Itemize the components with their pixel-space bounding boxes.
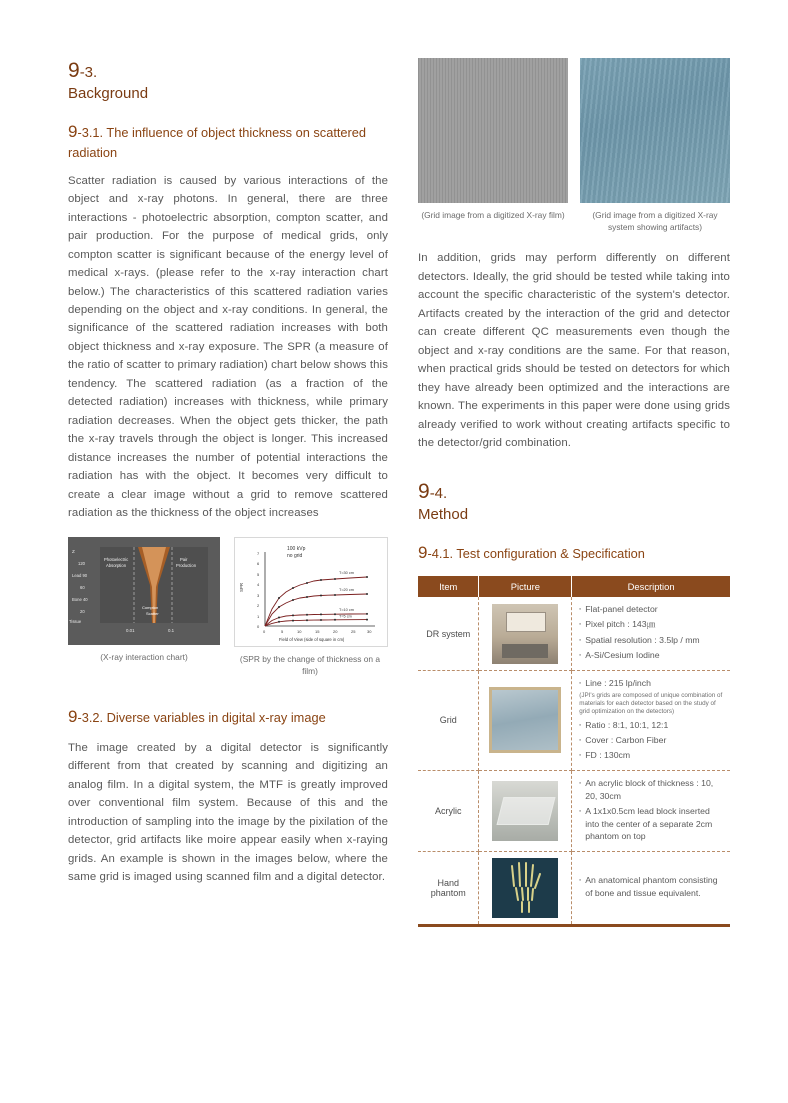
grid-image-film — [418, 58, 568, 203]
svg-text:60: 60 — [80, 584, 85, 590]
svg-text:T=5 cm: T=5 cm — [339, 614, 352, 619]
table-header-row — [418, 576, 730, 597]
grid-images-row — [418, 58, 730, 233]
row-item-hand-phantom: Hand phantom — [418, 852, 479, 925]
subsection-number: 9 — [68, 122, 78, 141]
desc-item: · A 1x1x0.5cm lead block inserted into the center of a separate 2cm phantom on top — [577, 805, 725, 843]
svg-text:0.01: 0.01 — [126, 627, 135, 633]
section-heading-method — [418, 479, 730, 525]
row-picture-grid — [479, 670, 572, 770]
caption-grid-image-digital: (Grid image from a digitized X-ray system showing artifacts) — [592, 210, 718, 233]
table-header-picture: Picture — [479, 576, 572, 597]
hand-bones-svg — [492, 858, 558, 918]
desc-list — [577, 874, 725, 899]
desc-item-fineprint: (JPI's grids are composed of unique combination of materials for each detector based on the study of grid optimization on the detectors) — [579, 691, 723, 716]
dr-system-photo-icon — [492, 604, 558, 664]
desc-item: · Cover : Carbon Fiber — [577, 734, 725, 747]
section-number-suffix: -3. — [79, 64, 98, 81]
row-item-dr-system: DR system — [418, 597, 479, 670]
table-bottom-rule — [418, 924, 730, 927]
desc-item: · An anatomical phantom consisting of bone and tissue equivalent. — [577, 874, 725, 899]
chart-cell-spr — [234, 537, 386, 677]
table-row — [418, 852, 730, 925]
svg-text:3: 3 — [257, 592, 260, 598]
desc-item: · Line : 215 lp/inch — [577, 677, 725, 690]
table-header-description: Description — [572, 576, 730, 597]
right-column — [418, 58, 730, 927]
table-head — [418, 576, 730, 597]
row-picture-acrylic — [479, 771, 572, 852]
svg-text:Photoelectric: Photoelectric — [104, 556, 129, 562]
acrylic-photo-icon — [492, 781, 558, 841]
caption-spr-chart: (SPR by the change of thickness on a film) — [239, 653, 381, 676]
svg-text:120: 120 — [78, 560, 85, 566]
svg-text:0: 0 — [257, 623, 260, 629]
method-section-number-suffix: -4. — [429, 484, 448, 502]
desc-list — [577, 677, 725, 762]
paragraph-scatter-radiation: Scatter radiation is caused by various interactions of the object and x-ray photons. In general, there are three interactions - photoelectric absorption, compton scatter, and pair production. For the purpose of medical grids, only compton scatter is significant because of the energy level of medical x-rays. (please refer to the x-ray interaction chart below.) The characteristics of this scattered radiation varies depending on the object and x-ray conditions. In general, the significance of the scattered radiation increases with both object thickness and x-ray exposure. The SPR (a measure of the ratio of scatter to primary radiation) chart below shows this tendency. The scattered radiation (as a fraction of the detected radiation) increases with thickness, while primary radiation decreases. When the object gets thicker, the path the x-ray travels through the object is longer. This increased distance increases the number of potential interactions the radiation has with the object. It becomes very difficult to create a clear image without a grid to remove scattered radiation as the thickness of the object increases — [68, 174, 388, 520]
desc-list — [577, 777, 725, 843]
svg-text:15: 15 — [315, 628, 320, 634]
svg-text:Compton: Compton — [142, 604, 159, 610]
row-description-acrylic — [572, 771, 730, 852]
desc-item: · A-Si/Cesium Iodine — [577, 649, 725, 662]
row-description-dr-system — [572, 597, 730, 670]
svg-text:Field of View (side of square: Field of View (side of square in cm) — [279, 636, 345, 642]
desc-item: · FD : 130cm — [577, 749, 725, 762]
svg-text:Lead 90: Lead 90 — [72, 572, 88, 578]
grid-image-digital — [580, 58, 730, 203]
svg-text:0.1: 0.1 — [168, 627, 175, 633]
desc-item: · Flat-panel detector — [577, 603, 725, 616]
spr-chart-svg — [235, 538, 385, 644]
svg-text:4: 4 — [257, 581, 260, 587]
subsection-heading-9-4-1 — [418, 541, 730, 565]
svg-text:10: 10 — [297, 628, 302, 634]
table-header-item: Item — [418, 576, 479, 597]
row-description-grid — [572, 670, 730, 770]
test-config-number: 9 — [418, 542, 428, 562]
desc-list — [577, 603, 725, 661]
svg-text:Z: Z — [72, 548, 75, 554]
svg-text:100 kVp: 100 kVp — [287, 545, 306, 552]
method-section-title: Method — [418, 505, 469, 523]
method-section-number: 9 — [418, 479, 430, 503]
paragraph-digital-variables: The image created by a digital detector is significantly different from that created by scanning and digitizing an analog film. In a digital system, the MTF is greatly improved over conventional film system. Because of this and the introduction of sampling into the image by the pixilation of the detector, grid artifacts like moire appear easily when x-raying grids. An example is shown in the images below, where the same grid is imaged using scanned film and a digital detector. — [68, 741, 388, 884]
svg-text:6: 6 — [257, 560, 260, 566]
svg-text:T=20 cm: T=20 cm — [339, 587, 354, 592]
svg-text:30: 30 — [367, 628, 372, 634]
desc-item: · Pixel pitch : 143㎛ — [577, 618, 725, 631]
subsection-heading-9-3-1 — [68, 120, 388, 162]
row-item-grid: Grid — [418, 670, 479, 770]
section-heading-background — [68, 58, 388, 104]
desc-item: · An acrylic block of thickness : 10, 20, 30cm — [577, 777, 725, 802]
specification-table-wrap — [418, 576, 730, 927]
svg-text:1: 1 — [257, 613, 260, 619]
svg-text:no grid: no grid — [287, 552, 303, 559]
svg-text:20: 20 — [80, 608, 85, 614]
row-description-hand-phantom — [572, 852, 730, 925]
desc-item: · Ratio : 8:1, 10:1, 12:1 — [577, 719, 725, 732]
svg-text:Pair: Pair — [180, 556, 188, 562]
hand-phantom-photo-icon — [492, 858, 558, 918]
left-column — [68, 58, 388, 897]
caption-xray-interaction-chart: (X-ray interaction chart) — [100, 651, 188, 662]
specification-table — [418, 576, 730, 924]
chart-cell-interaction — [68, 537, 220, 677]
test-config-title: -4.1. Test configuration & Specification — [427, 545, 645, 561]
row-picture-dr-system — [479, 597, 572, 670]
row-picture-hand-phantom — [479, 852, 572, 925]
svg-text:7: 7 — [257, 550, 260, 556]
subsection-number-2: 9 — [68, 706, 78, 726]
section-number: 9 — [68, 59, 80, 82]
svg-text:0: 0 — [263, 628, 266, 634]
caption-grid-image-film: (Grid image from a digitized X-ray film) — [421, 210, 565, 220]
xray-interaction-chart-svg — [68, 537, 220, 645]
grid-image-digital-box — [580, 58, 730, 233]
svg-text:Bone 40: Bone 40 — [72, 596, 88, 602]
grid-image-film-box — [418, 58, 568, 233]
subsection-heading-9-3-2 — [68, 705, 388, 729]
svg-text:2: 2 — [257, 602, 260, 608]
paragraph-detector-differences: In addition, grids may perform differently on different detectors. Ideally, the grid should be tested while taking into account the specific characteristic of the system's detector. Artifacts created by the interaction of the grid and detector can create different QC measurements even though the object and x-ray conditions are the same. For that reason, when practical grids should be tested on detectors for which they have already been optimized and the interactions are known. The experiments in this paper were done using grids already verified to work without creating artifacts specific to the detector/grid combination. — [418, 252, 730, 450]
table-row — [418, 597, 730, 670]
grid-photo-icon — [489, 687, 561, 753]
xray-interaction-chart — [68, 537, 220, 645]
svg-text:T=30 cm: T=30 cm — [339, 570, 354, 575]
svg-text:Absorption: Absorption — [106, 562, 127, 568]
row-item-acrylic: Acrylic — [418, 771, 479, 852]
svg-text:5: 5 — [257, 571, 260, 577]
charts-row — [68, 537, 388, 677]
svg-text:Scatter: Scatter — [146, 610, 159, 616]
svg-text:Production: Production — [176, 562, 197, 568]
svg-text:5: 5 — [281, 628, 284, 634]
table-row — [418, 670, 730, 770]
subsection-title: -3.1. The influence of object thickness on scattered radiation — [68, 125, 367, 160]
svg-text:25: 25 — [351, 628, 356, 634]
section-title: Background — [68, 85, 149, 103]
table-body — [418, 597, 730, 924]
subsection-title-2: -3.2. Diverse variables in digital x-ray image — [77, 709, 326, 725]
desc-item: · Spatial resolution : 3.5lp / mm — [577, 634, 725, 647]
svg-text:Tissue: Tissue — [69, 618, 82, 624]
svg-text:SPR: SPR — [239, 582, 244, 592]
svg-text:20: 20 — [333, 628, 338, 634]
spr-chart — [234, 537, 388, 647]
table-row — [418, 771, 730, 852]
svg-text:T=10 cm: T=10 cm — [339, 607, 354, 612]
